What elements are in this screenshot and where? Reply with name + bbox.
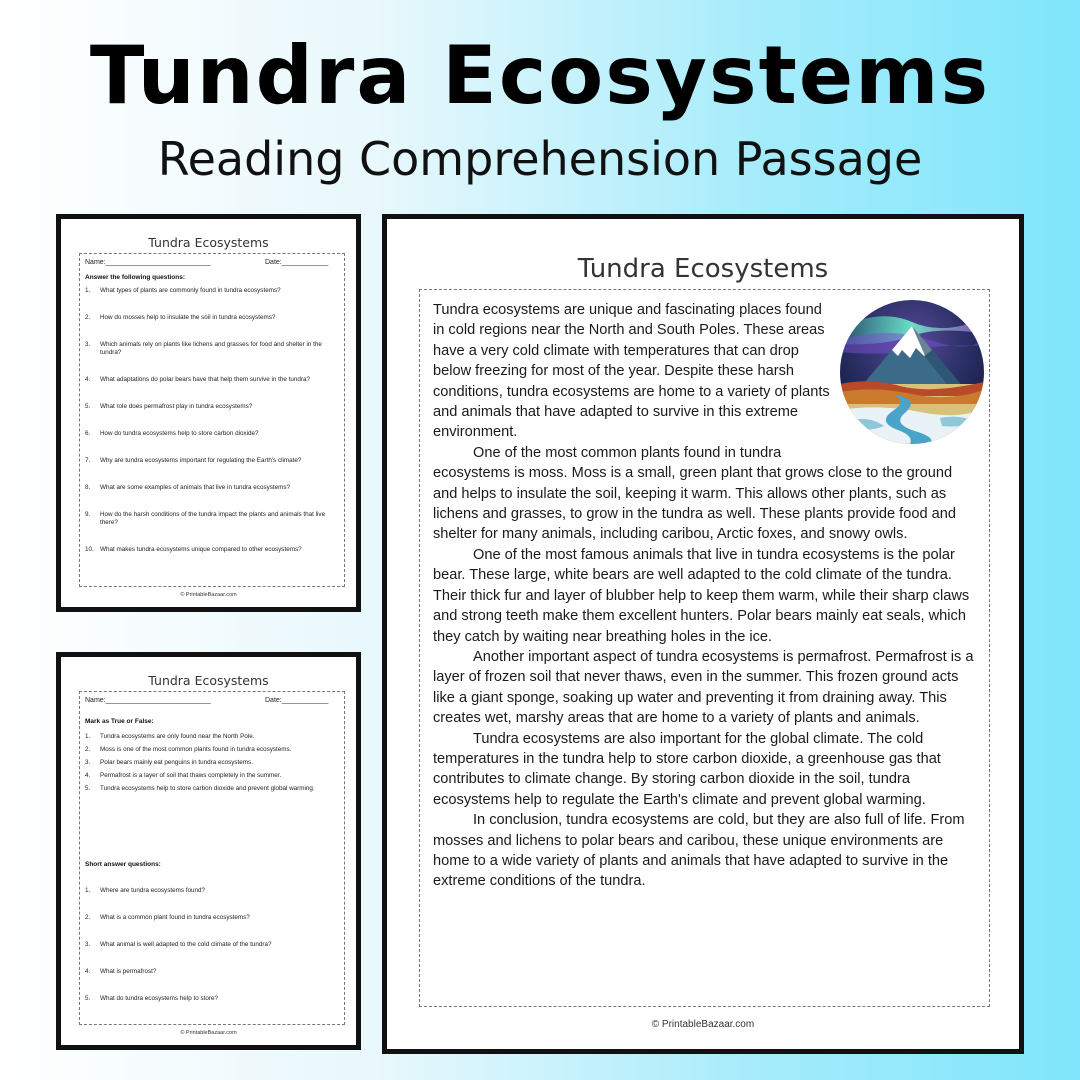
worksheet-questions-preview xyxy=(56,214,361,612)
question-text: How do tundra ecosystems help to store carbon dioxide? xyxy=(100,430,259,437)
question-number: 8. xyxy=(85,484,91,491)
question-item xyxy=(85,511,340,527)
question-text: Polar bears mainly eat penguins in tundra ecosystems. xyxy=(100,759,253,766)
name-field-label: Name:___________________________ xyxy=(85,697,211,704)
page-title: Tundra Ecosystems xyxy=(89,29,991,122)
question-text: What is permafrost? xyxy=(100,968,157,975)
question-number: 7. xyxy=(85,457,91,464)
copyright-text: © PrintableBazaar.com xyxy=(651,1019,755,1030)
passage-paragraph: Tundra ecosystems are unique and fascinating places found in cold regions near the North and South Poles. These areas have a very cold climate with temperatures that can drop below freezing for most of the year. Despite these harsh conditions, tundra ecosystems are home to a variety of plants and animals that have adapted to survive in this extreme environment. xyxy=(433,302,830,441)
passage-paragraph: In conclusion, tundra ecosystems are cold, but they are also full of life. From mosses and lichens to polar bears and caribou, these unique environments are home to a wide variety of plants and animals that have adapted to survive in the extreme conditions of the tundra. xyxy=(433,812,965,890)
passage-frame xyxy=(419,289,990,1007)
question-item xyxy=(85,941,340,949)
question-text: Permafrost is a layer of soil that thaws completely in the summer. xyxy=(100,772,282,779)
question-number: 1. xyxy=(85,887,91,894)
short-answer-instruction: Short answer questions: xyxy=(85,861,161,868)
questions-instruction: Answer the following questions: xyxy=(85,274,186,281)
question-text: What role does permafrost play in tundra ecosystems? xyxy=(100,403,253,410)
question-text: Why are tundra ecosystems important for regulating the Earth's climate? xyxy=(100,457,302,464)
question-item xyxy=(85,914,340,922)
date-field-label: Date:____________ xyxy=(265,259,329,266)
true-false-list xyxy=(85,733,340,798)
question-number: 4. xyxy=(85,376,91,383)
question-item xyxy=(85,995,340,1003)
question-item xyxy=(85,457,340,465)
worksheet-title: Tundra Ecosystems xyxy=(148,235,269,250)
worksheet-true-false-preview xyxy=(56,652,361,1050)
question-item xyxy=(85,746,340,754)
question-item xyxy=(85,759,340,767)
question-item xyxy=(85,430,340,438)
question-text: Moss is one of the most common plants found in tundra ecosystems. xyxy=(100,746,292,753)
question-number: 6. xyxy=(85,430,91,437)
reading-passage-sheet xyxy=(382,214,1024,1054)
question-number: 1. xyxy=(85,733,91,740)
question-text: What animal is well adapted to the cold climate of the tundra? xyxy=(100,941,272,948)
question-number: 5. xyxy=(85,785,91,792)
question-item xyxy=(85,546,340,554)
question-item xyxy=(85,968,340,976)
copyright-text: © PrintableBazaar.com xyxy=(180,592,237,598)
question-number: 4. xyxy=(85,968,91,975)
question-number: 2. xyxy=(85,914,91,921)
question-number: 4. xyxy=(85,772,91,779)
question-text: Tundra ecosystems are only found near the North Pole. xyxy=(100,733,255,740)
worksheet-frame xyxy=(79,691,345,1025)
question-item xyxy=(85,733,340,741)
name-date-row xyxy=(85,697,340,704)
name-field-label: Name:___________________________ xyxy=(85,259,211,266)
question-number: 5. xyxy=(85,403,91,410)
passage-title: Tundra Ecosystems xyxy=(577,254,829,284)
passage-paragraph: One of the most famous animals that live in tundra ecosystems is the polar bear. These large, white bears are well adapted to the cold climate of the tundra. Their thick fur and layer of blubber help to keep them warm, while their sharp claws and strong teeth make them excellent hunters. Polar bears mainly eat seals, which they catch by waiting near breathing holes in the ice. xyxy=(433,546,970,645)
page-subtitle: Reading Comprehension Passage xyxy=(157,132,923,186)
worksheet-frame xyxy=(79,253,345,587)
question-item xyxy=(85,314,340,322)
question-text: What do tundra ecosystems help to store? xyxy=(100,995,218,1002)
question-number: 9. xyxy=(85,511,91,518)
date-field-label: Date:____________ xyxy=(265,697,329,704)
question-number: 3. xyxy=(85,341,91,348)
name-date-row xyxy=(85,259,340,266)
passage-paragraph: Tundra ecosystems are also important for the global climate. The cold temperatures in the tundra help to store carbon dioxide, a greenhouse gas that contributes to climate change. By storing carbon dioxide in the soil, tundra ecosystems help to regulate the Earth's climate and prevent global warming. xyxy=(433,730,941,808)
passage-paragraph: One of the most common plants found in tundra ecosystems is moss. Moss is a small, green plant that grows close to the ground and helps to insulate the soil, keeping it warm. This allows other plants, such as lichens and grasses, to grow in the tundra as well. These plants provide food and shelter for many animals, including caribou, Arctic foxes, and snowy owls. xyxy=(433,444,956,543)
short-answer-list xyxy=(85,887,340,1022)
question-text: Which animals rely on plants like lichens and grasses for food and shelter in the tundra? xyxy=(100,341,322,356)
question-item xyxy=(85,484,340,492)
question-text: How do the harsh conditions of the tundra impact the plants and animals that live there? xyxy=(100,511,326,526)
question-item xyxy=(85,376,340,384)
passage-body xyxy=(433,300,978,892)
question-item xyxy=(85,887,340,895)
question-text: What is a common plant found in tundra ecosystems? xyxy=(100,914,250,921)
question-number: 5. xyxy=(85,995,91,1002)
question-number: 2. xyxy=(85,746,91,753)
question-item xyxy=(85,287,340,295)
question-number: 3. xyxy=(85,759,91,766)
copyright-text: © PrintableBazaar.com xyxy=(180,1030,237,1036)
tundra-landscape-icon xyxy=(840,300,984,444)
passage-paragraph: Another important aspect of tundra ecosystems is permafrost. Permafrost is a layer of frozen soil that never thaws, even in the summer. This frozen ground acts like a giant sponge, soaking up water and preventing it from draining away. This creates wet, marshy areas that are home to a variety of plants and animals. xyxy=(433,648,974,727)
question-text: Tundra ecosystems help to store carbon dioxide and prevent global warming. xyxy=(100,785,315,792)
question-text: Where are tundra ecosystems found? xyxy=(100,887,206,894)
question-item xyxy=(85,785,340,793)
question-number: 3. xyxy=(85,941,91,948)
question-item xyxy=(85,772,340,780)
question-number: 2. xyxy=(85,314,91,321)
question-text: What are some examples of animals that live in tundra ecosystems? xyxy=(100,484,291,491)
question-text: What types of plants are commonly found in tundra ecosystems? xyxy=(100,287,281,294)
true-false-instruction: Mark as True or False: xyxy=(85,718,154,725)
question-item xyxy=(85,341,340,357)
question-list xyxy=(85,287,340,573)
question-text: What adaptations do polar bears have that help them survive in the tundra? xyxy=(100,376,311,383)
question-number: 1. xyxy=(85,287,91,294)
question-text: What makes tundra ecosystems unique compared to other ecosystems? xyxy=(100,546,302,553)
question-number: 10. xyxy=(85,546,94,553)
worksheet-title: Tundra Ecosystems xyxy=(148,673,269,688)
question-item xyxy=(85,403,340,411)
question-text: How do mosses help to insulate the soil in tundra ecosystems? xyxy=(100,314,276,321)
